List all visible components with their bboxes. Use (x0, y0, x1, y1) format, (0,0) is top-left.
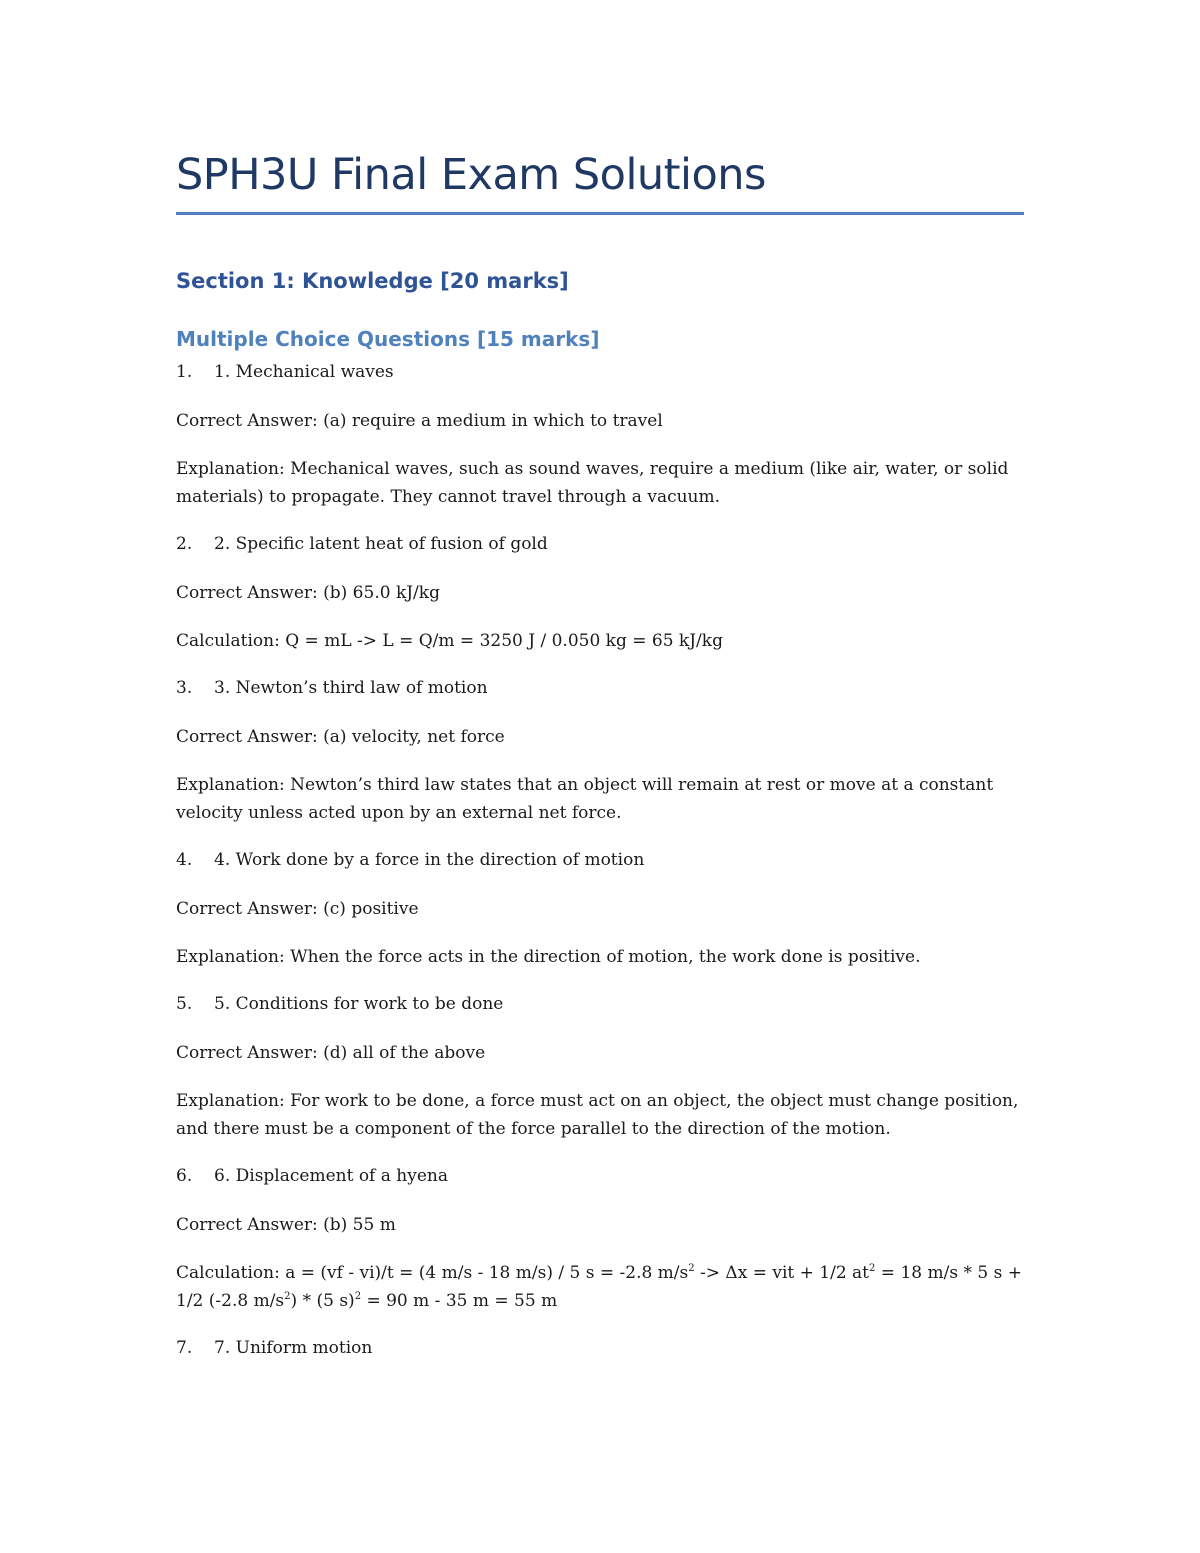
correct-answer: Correct Answer: (d) all of the above (176, 1043, 486, 1063)
superscript: 2 (688, 1263, 695, 1274)
list-number: 5. (176, 994, 193, 1014)
question-item (176, 991, 1024, 1143)
document-content (176, 148, 1024, 1383)
calculation (176, 1259, 1024, 1315)
correct-answer: Correct Answer: (b) 65.0 kJ/kg (176, 583, 440, 603)
question-item (176, 531, 1024, 655)
subsection-heading: Multiple Choice Questions [15 marks] (176, 327, 600, 351)
question-item (176, 675, 1024, 827)
question-title: 2. Specific latent heat of fusion of gold (214, 534, 548, 554)
question-heading (176, 1163, 1024, 1189)
list-number: 7. (176, 1338, 193, 1358)
correct-answer: Correct Answer: (a) require a medium in which to travel (176, 411, 663, 431)
explanation: Explanation: Newton’s third law states that an object will remain at rest or move at a constant velocity unless acted upon by an external net force. (176, 775, 994, 823)
question-heading (176, 531, 1024, 557)
question-title: 7. Uniform motion (214, 1338, 373, 1358)
question-item (176, 359, 1024, 511)
question-title: 5. Conditions for work to be done (214, 994, 504, 1014)
correct-answer: Correct Answer: (c) positive (176, 899, 419, 919)
page-title: SPH3U Final Exam Solutions (176, 150, 766, 200)
calculation-text: = 18 m/s * 5 s + 1/2 (-2.8 m/s (176, 1263, 1022, 1311)
calculation-text: ) * (5 s) (290, 1291, 355, 1311)
question-heading (176, 991, 1024, 1017)
explanation: Explanation: When the force acts in the direction of motion, the work done is positive. (176, 947, 921, 967)
list-number: 1. (176, 362, 193, 382)
question-item (176, 1335, 1024, 1361)
calculation-text: -> Δx = vit + 1/2 at (694, 1263, 870, 1283)
superscript: 2 (284, 1291, 291, 1302)
calculation-text: = 90 m - 35 m = 55 m (361, 1291, 558, 1311)
calculation: Calculation: Q = mL -> L = Q/m = 3250 J / 0.050 kg = 65 kJ/kg (176, 631, 723, 651)
superscript: 2 (869, 1263, 876, 1274)
section-heading: Section 1: Knowledge [20 marks] (176, 269, 569, 293)
question-item (176, 847, 1024, 971)
question-heading (176, 847, 1024, 873)
question-heading (176, 1335, 1024, 1361)
question-title: 4. Work done by a force in the direction of motion (214, 850, 645, 870)
superscript: 2 (354, 1291, 362, 1302)
title-underline-divider (176, 212, 1024, 215)
explanation: Explanation: Mechanical waves, such as sound waves, require a medium (like air, water, or solid materials) to propagate. They cannot travel through a vacuum. (176, 459, 1009, 507)
question-heading (176, 359, 1024, 385)
list-number: 6. (176, 1166, 193, 1186)
correct-answer: Correct Answer: (b) 55 m (176, 1215, 396, 1235)
question-item (176, 1163, 1024, 1315)
question-heading (176, 675, 1024, 701)
correct-answer: Correct Answer: (a) velocity, net force (176, 727, 505, 747)
list-number: 4. (176, 850, 193, 870)
question-title: 1. Mechanical waves (214, 362, 394, 382)
calculation-text: Calculation: a = (vf - vi)/t = (4 m/s - 18 m/s) / 5 s = -2.8 m/s (176, 1263, 689, 1283)
list-number: 3. (176, 678, 193, 698)
question-title: 6. Displacement of a hyena (214, 1166, 448, 1186)
question-title: 3. Newton’s third law of motion (214, 678, 488, 698)
explanation: Explanation: For work to be done, a force must act on an object, the object must change position, and there must be a component of the force parallel to the direction of the motion. (176, 1091, 1019, 1139)
list-number: 2. (176, 534, 193, 554)
